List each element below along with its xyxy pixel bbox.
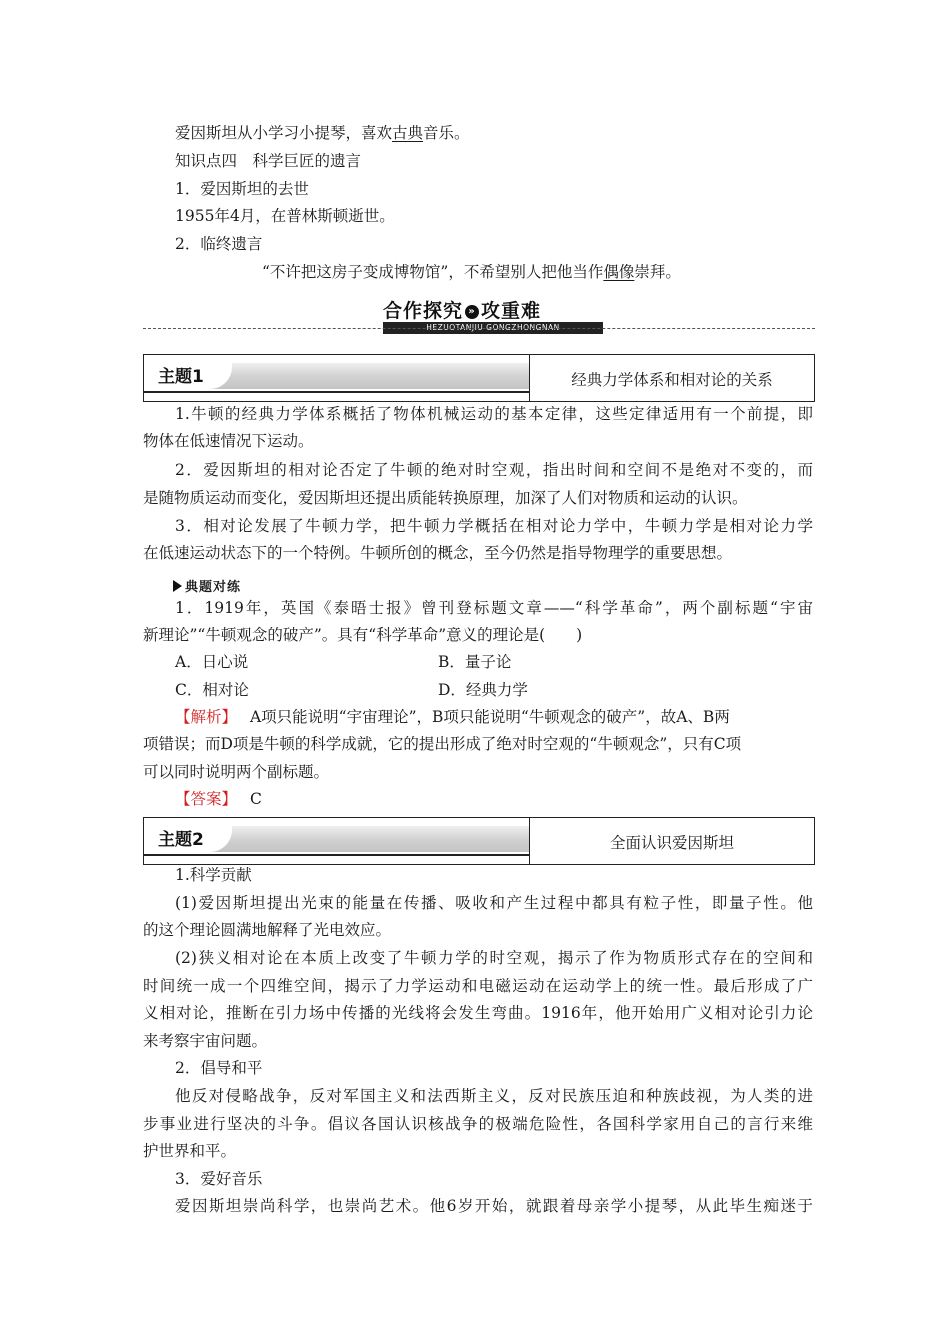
- section-banner: [143, 296, 815, 336]
- topic-1-paragraph-1a: 1.牛顿的经典力学体系概括了物体机械运动的基本定律，这些定律适用有一个前提，即: [175, 405, 813, 423]
- option-c: C．相对论: [175, 681, 249, 699]
- peace-para-a: 他反对侵略战争，反对军国主义和法西斯主义，反对民族压迫和种族歧视，为人类的进: [175, 1087, 813, 1105]
- dashed-divider: [143, 328, 815, 329]
- play-triangle-icon: [173, 580, 182, 592]
- exercise-label: 典题对练: [173, 576, 241, 595]
- intro-line: 爱因斯坦从小学习小提琴，喜欢古典音乐。: [175, 124, 470, 142]
- topic-1-paragraph-3a: 3．相对论发展了牛顿力学，把牛顿力学概括在相对论力学中，牛顿力学是相对论力学: [175, 517, 813, 535]
- topic-1-paragraph-3b: 在低速运动状态下的一个特例。牛顿所创的概念，至今仍然是指导物理学的重要思想。: [143, 544, 733, 562]
- analysis-line-3: 可以同时说明两个副标题。: [143, 763, 330, 781]
- question-1-line-1: 1．1919年，英国《泰晤士报》曾刊登标题文章——“科学革命”，两个副标题“宇宙: [175, 599, 813, 617]
- item-heading-will: 2．临终遗言: [175, 235, 263, 253]
- section-peace-heading: 2．倡导和平: [175, 1059, 263, 1077]
- topic-1-paragraph-2a: 2．爱因斯坦的相对论否定了牛顿的绝对时空观，指出时间和空间不是绝对不变的，而: [175, 461, 813, 479]
- death-text: 1955年4月，在普林斯顿逝世。: [175, 207, 395, 225]
- answer-value: C: [249, 790, 262, 808]
- option-b: B．量子论: [438, 653, 512, 671]
- topic-2-title: 全面认识爱因斯坦: [609, 834, 734, 852]
- question-1-line-2: 新理论”“牛顿观念的破产”。具有“科学革命”意义的理论是( ): [143, 626, 583, 644]
- section-science-heading: 1.科学贡献: [175, 866, 252, 884]
- double-arrow-icon: »: [465, 305, 479, 319]
- answer-label: 【答案】: [175, 790, 238, 808]
- science-para-2d: 来考察宇宙问题。: [143, 1032, 268, 1050]
- topic-1-paragraph-1b: 物体在低速情况下运动。: [143, 432, 314, 450]
- science-para-2c: 义相对论，推断在引力场中传播的光线将会发生弯曲。1916年，他开始用广义相对论引力论: [143, 1004, 813, 1022]
- science-para-1a: (1)爱因斯坦提出光束的能量在传播、吸收和产生过程中都具有粒子性，即量子性。他: [175, 894, 813, 912]
- option-a: A．日心说: [175, 653, 249, 671]
- topic-1-paragraph-2b: 是随物质运动而变化，爱因斯坦还提出质能转换原理，加深了人们对物质和运动的认识。: [143, 489, 748, 507]
- topic-1-header: [143, 354, 815, 402]
- science-para-2a: (2)狭义相对论在本质上改变了牛顿力学的时空观，揭示了作为物质形式存在的空间和: [175, 949, 813, 967]
- option-d: D．经典力学: [438, 681, 528, 699]
- topic-2-header: [143, 817, 815, 865]
- knowledge-point-four-heading: 知识点四 科学巨匠的遗言: [175, 152, 362, 170]
- analysis-line-1: 【解析】 A项只能说明“宇宙理论”，B项只能说明“牛顿观念的破产”，故A、B两: [175, 708, 730, 726]
- topic-1-tab: 主题1: [158, 367, 204, 387]
- answer-line: [175, 789, 262, 809]
- analysis-label: 【解析】: [175, 708, 238, 726]
- analysis-line-2: 项错误；而D项是牛顿的科学成就，它的提出形成了绝对时空观的“牛顿观念”，只有C项: [143, 735, 742, 753]
- banner-title: 合作探究 » 攻重难: [383, 300, 542, 322]
- banner-subtitle: HEZUOTANJIU GONGZHONGNAN: [383, 322, 603, 334]
- will-text: “不许把这房子变成博物馆”，不希望别人把他当作偶像崇拜。: [262, 263, 681, 281]
- section-music-heading: 3．爱好音乐: [175, 1170, 263, 1188]
- music-para-a: 爱因斯坦崇尚科学，也崇尚艺术。他6岁开始，就跟着母亲学小提琴，从此毕生痴迷于: [175, 1197, 813, 1215]
- science-para-1b: 的这个理论圆满地解释了光电效应。: [143, 921, 392, 939]
- peace-para-b: 步事业进行坚决的斗争。倡议各国认识核战争的极端危险性，各国科学家用自己的言行来维: [143, 1115, 813, 1133]
- topic-2-tab: 主题2: [158, 830, 204, 850]
- topic-1-title: 经典力学体系和相对论的关系: [571, 371, 773, 389]
- item-heading-death: 1．爱因斯坦的去世: [175, 180, 309, 198]
- peace-para-c: 护世界和平。: [143, 1142, 237, 1160]
- science-para-2b: 时间统一成一个四维空间，揭示了力学运动和电磁运动在运动学上的统一性。最后形成了广: [143, 977, 813, 995]
